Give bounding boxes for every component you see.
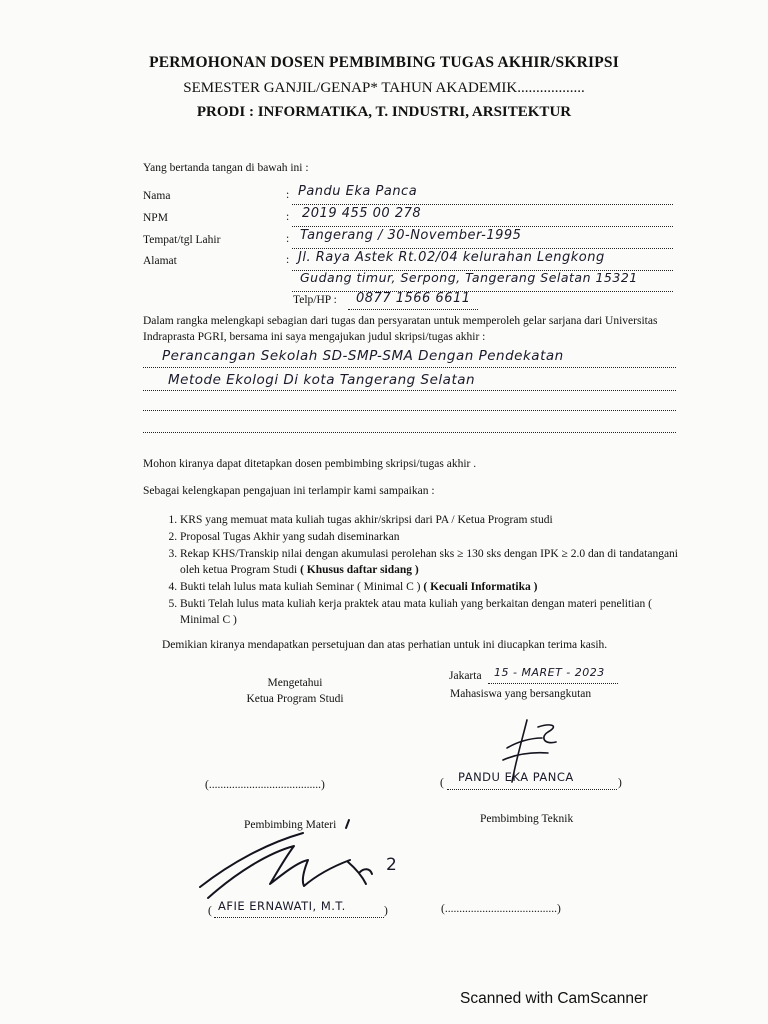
alamat-value-2[interactable]: Gudang timur, Serpong, Tangerang Selatan 15321	[300, 270, 638, 285]
alamat-value-1[interactable]: Jl. Raya Astek Rt.02/04 kelurahan Lengkong	[298, 250, 605, 265]
requirement-item: 5. Bukti Telah lulus mata kuliah kerja praktek atau mata kuliah yang berkaitan dengan materi penelitian ( Minimal C )	[180, 596, 680, 628]
materi-close-paren: )	[384, 905, 388, 917]
semester-line: SEMESTER GANJIL/GENAP* TAHUN AKADEMIK..................	[183, 80, 585, 96]
student-role-label: Mahasiswa yang bersangkutan	[450, 688, 592, 700]
pembimbing-teknik-label: Pembimbing Teknik	[480, 813, 574, 825]
telp-label: Telp/HP :	[293, 294, 337, 306]
attachments-intro: Sebagai kelengkapan pengajuan ini terlampir kami sampaikan :	[143, 485, 435, 497]
ketua-prodi-label: Ketua Program Studi	[246, 693, 344, 705]
closing-text: Demikian kiranya mendapatkan persetujuan dan atas perhatian untuk ini diucapkan terima kasih.	[162, 639, 608, 651]
document-title: PERMOHONAN DOSEN PEMBIMBING TUGAS AKHIR/SKRIPSI	[149, 54, 619, 71]
alamat-label: Alamat	[143, 255, 177, 267]
npm-label: NPM	[143, 212, 168, 224]
ketua-prodi-signature-blank[interactable]: (.......................................)	[205, 779, 325, 791]
student-signature	[503, 720, 556, 782]
thesis-title-line-2[interactable]: Metode Ekologi Di kota Tangerang Selatan	[168, 372, 476, 388]
materi-mark: 2	[386, 855, 398, 875]
city-label: Jakarta	[449, 670, 482, 682]
ttl-label: Tempat/tgl Lahir	[143, 234, 221, 246]
materi-signature	[200, 820, 372, 898]
camscanner-watermark: Scanned with CamScanner	[460, 990, 648, 1007]
alamat-colon: :	[286, 254, 290, 266]
requirement-item: 3. Rekap KHS/Transkip nilai dengan akumulasi perolehan sks ≥ 130 sks dengan IPK ≥ 2.0 dan di tandatangani oleh ketua Program Studi ( Khusus daftar sidang )	[180, 546, 680, 578]
student-name[interactable]: PANDU EKA PANCA	[458, 770, 574, 784]
teknik-signature-blank[interactable]: (.......................................)	[441, 903, 561, 915]
requirement-item: 2. Proposal Tugas Akhir yang sudah diseminarkan	[180, 529, 680, 545]
nama-colon: :	[286, 189, 290, 201]
nama-value[interactable]: Pandu Eka Panca	[298, 184, 418, 199]
pembimbing-materi-label: Pembimbing Materi	[244, 819, 337, 831]
intro-text: Yang bertanda tangan di bawah ini :	[143, 162, 309, 174]
student-close-paren: )	[618, 777, 622, 789]
date-value[interactable]: 15 - MARET - 2023	[494, 666, 605, 679]
purpose-text: Dalam rangka melengkapi sebagian dari tugas dan persyaratan untuk memperoleh gelar sarjana dari Universitas Indraprasta PGRI, bersama ini saya mengajukan judul skripsi/tugas akhir :	[143, 315, 658, 343]
requirement-item: 1. KRS yang memuat mata kuliah tugas akhir/skripsi dari PA / Ketua Program studi	[180, 512, 680, 528]
requirement-item: 4. Bukti telah lulus mata kuliah Seminar ( Minimal C ) ( Kecuali Informatika )	[180, 579, 680, 595]
telp-value[interactable]: 0877 1566 6611	[356, 291, 471, 306]
npm-value[interactable]: 2019 455 00 278	[302, 206, 422, 221]
npm-colon: :	[286, 211, 290, 223]
ttl-colon: :	[286, 233, 290, 245]
mengetahui-label: Mengetahui	[267, 677, 323, 689]
materi-open-paren: (	[208, 905, 212, 917]
thesis-title-line-1[interactable]: Perancangan Sekolah SD-SMP-SMA Dengan Pendekatan	[162, 348, 564, 364]
request-text: Mohon kiranya dapat ditetapkan dosen pembimbing skripsi/tugas akhir .	[143, 458, 477, 470]
materi-name[interactable]: AFIE ERNAWATI, M.T.	[218, 899, 346, 913]
student-open-paren: (	[440, 777, 444, 789]
nama-label: Nama	[143, 190, 171, 202]
prodi-line: PRODI : INFORMATIKA, T. INDUSTRI, ARSITEKTUR	[196, 104, 572, 120]
ttl-value[interactable]: Tangerang / 30-November-1995	[300, 228, 522, 243]
